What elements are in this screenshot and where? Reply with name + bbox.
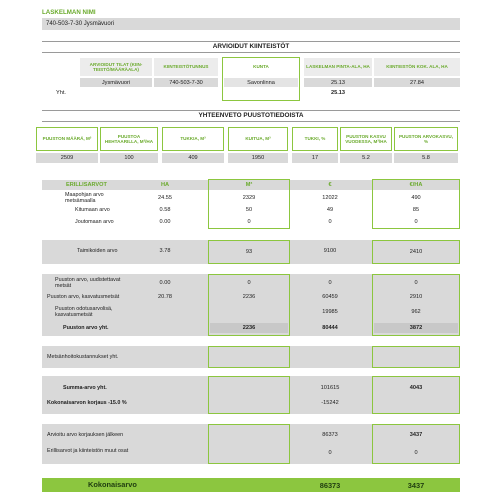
expectation-eur: 19985 bbox=[322, 309, 338, 315]
row-label-stock-total: Puuston arvo yht. bbox=[63, 325, 109, 331]
stock-total-eur: 80444 bbox=[322, 325, 338, 331]
divider bbox=[42, 41, 460, 42]
properties-title: ARVIOIDUT KIINTEISTÖT bbox=[212, 43, 290, 50]
expectation-eur-ha: 962 bbox=[411, 309, 421, 315]
final-value-label: Kokonaisarvo bbox=[88, 480, 137, 489]
land-ha: 24.55 bbox=[158, 194, 172, 201]
other-parts-eur-ha: 0 bbox=[414, 450, 418, 456]
property-calc-area: 25.13 bbox=[304, 78, 372, 87]
row-label-sum: Summa-arvo yht. bbox=[63, 385, 107, 391]
row-label-wasteland: Joutomaan arvo bbox=[75, 218, 114, 225]
property-name: Jysmävuori bbox=[80, 78, 152, 87]
sum-eur: 101615 bbox=[320, 385, 340, 391]
summary-header-log-pct: TUKKI, % bbox=[292, 127, 338, 151]
row-label-land: Maapohjan arvo metsämaalla bbox=[65, 191, 104, 204]
property-total-area: 27.84 bbox=[374, 78, 460, 87]
row-label-poor-land: Kitumaan arvo bbox=[75, 206, 110, 213]
summary-header-per-hectare: PUUSTOA HEHTAARILLA, M³/HA bbox=[100, 127, 158, 151]
growing-stock-eur: 60459 bbox=[322, 294, 338, 300]
property-municipality: Savonlinna bbox=[224, 78, 298, 87]
regen-stock-m3: 0 bbox=[247, 280, 251, 286]
sum-m3-frame bbox=[208, 376, 290, 414]
col-header-total-area: KIINTEISTÖN KOK. ALA, HA bbox=[374, 58, 460, 76]
seedlings-eur: 9100 bbox=[323, 248, 337, 254]
summary-logs: 409 bbox=[162, 153, 224, 163]
row-label-seedlings: Taimikoiden arvo bbox=[77, 248, 118, 254]
stock-total-eur-ha: 3872 bbox=[374, 323, 458, 333]
summary-log-pct: 17 bbox=[292, 153, 338, 163]
sum-eur-ha: 4043 bbox=[409, 385, 423, 391]
summary-header-value-growth: PUUSTON ARVOKASVU, % bbox=[394, 127, 458, 151]
col-header-property-id: KIINTEISTÖTUNNUS bbox=[154, 58, 218, 76]
summary-header-pulp: KUITUA, M³ bbox=[228, 127, 288, 151]
divider bbox=[42, 121, 460, 122]
summary-header-logs: TUKKIA, M³ bbox=[162, 127, 224, 151]
row-label-estimated: Arvioitu arvo korjauksen jälkeen bbox=[47, 432, 124, 438]
land-eur-ha: 490 bbox=[411, 194, 421, 201]
col-header-eur: € bbox=[328, 182, 332, 188]
col-header-property: ARVIOIDUT TILAT (KIIN-TEISTÖ/MÄÄRÄALA) bbox=[80, 58, 152, 76]
seedlings-eur-ha: 2410 bbox=[372, 240, 460, 264]
divider bbox=[42, 52, 460, 53]
col-header-ha: HA bbox=[160, 182, 170, 188]
row-label-growing-stock: Puuston arvo, kasvatusmetsät bbox=[47, 294, 120, 300]
summary-header-growth: PUUSTON KASVU VUODESSA, M³/HA bbox=[340, 127, 392, 151]
summary-title: YHTEENVETO PUUSTOTIEDOISTA bbox=[198, 112, 304, 119]
values-section-label: ERILLISARVOT bbox=[66, 182, 107, 188]
stock-total-m3: 2236 bbox=[210, 323, 288, 333]
row-label-management: Metsänhoitokustannukset yht. bbox=[47, 354, 119, 360]
growing-stock-m3: 2236 bbox=[242, 294, 256, 300]
calc-name-field[interactable] bbox=[42, 18, 460, 30]
regen-stock-ha: 0.00 bbox=[159, 280, 171, 286]
estimated-eur-ha: 3437 bbox=[409, 432, 423, 438]
wasteland-m3: 0 bbox=[247, 218, 251, 225]
col-header-eur-ha: €/HA bbox=[409, 182, 423, 188]
summary-volume: 2509 bbox=[36, 153, 98, 163]
row-label-regen-stock: Puuston arvo, uudistettavat metsät bbox=[55, 277, 121, 289]
summary-pulp: 1950 bbox=[228, 153, 288, 163]
poor-land-m3: 50 bbox=[245, 206, 253, 213]
wasteland-ha: 0.00 bbox=[159, 218, 171, 225]
poor-land-ha: 0.58 bbox=[159, 206, 171, 213]
regen-stock-eur: 0 bbox=[328, 280, 332, 286]
correction-eur: -15242 bbox=[321, 400, 339, 406]
row-label-expectation: Puuston odotusarvolisä, kasvatusmetsät bbox=[55, 306, 113, 318]
poor-land-eur: 49 bbox=[326, 206, 334, 213]
land-eur: 12022 bbox=[322, 194, 338, 201]
sum-eur-ha-frame bbox=[372, 376, 460, 414]
property-id: 740-503-7-30 bbox=[154, 78, 218, 87]
management-eur-ha-frame bbox=[372, 346, 460, 368]
calc-name-value: 740-503-7-30 Jysmävuori bbox=[46, 21, 115, 27]
final-value-eur: 86373 bbox=[319, 480, 341, 490]
growing-stock-ha: 20.78 bbox=[158, 294, 172, 300]
final-value-eur-ha: 3437 bbox=[407, 480, 425, 490]
estimate-m3-frame bbox=[208, 424, 290, 464]
row-label-other-parts: Erillisarvot ja kiinteistön muut osat bbox=[47, 448, 129, 454]
seedlings-m3: 93 bbox=[208, 240, 290, 264]
row-label-correction: Kokonaisarvon korjaus -15.0 % bbox=[47, 400, 127, 406]
other-parts-eur: 0 bbox=[328, 450, 332, 456]
growing-stock-eur-ha: 2910 bbox=[409, 294, 423, 300]
wasteland-eur-ha: 0 bbox=[414, 218, 418, 225]
wasteland-eur: 0 bbox=[328, 218, 332, 225]
properties-total-area: 25.13 bbox=[331, 89, 345, 96]
properties-total-label: Yht. bbox=[56, 90, 66, 96]
col-header-calc-area: LASKELMAN PINTA-ALA, HA bbox=[304, 58, 372, 76]
calc-name-label: LASKELMAN NIMI bbox=[42, 9, 96, 16]
col-header-municipality: KUNTA bbox=[253, 64, 269, 70]
land-m3: 2329 bbox=[242, 194, 256, 201]
summary-per-hectare: 100 bbox=[100, 153, 158, 163]
col-header-m3: M³ bbox=[245, 182, 253, 188]
summary-header-volume: PUUSTON MÄÄRÄ, M³ bbox=[36, 127, 98, 151]
summary-value-growth: 5.8 bbox=[394, 153, 458, 163]
divider bbox=[42, 110, 460, 111]
management-m3-frame bbox=[208, 346, 290, 368]
regen-stock-eur-ha: 0 bbox=[414, 280, 418, 286]
summary-growth: 5.2 bbox=[340, 153, 392, 163]
seedlings-ha: 3.78 bbox=[159, 248, 171, 254]
estimated-eur: 86373 bbox=[322, 432, 338, 438]
poor-land-eur-ha: 85 bbox=[412, 206, 420, 213]
